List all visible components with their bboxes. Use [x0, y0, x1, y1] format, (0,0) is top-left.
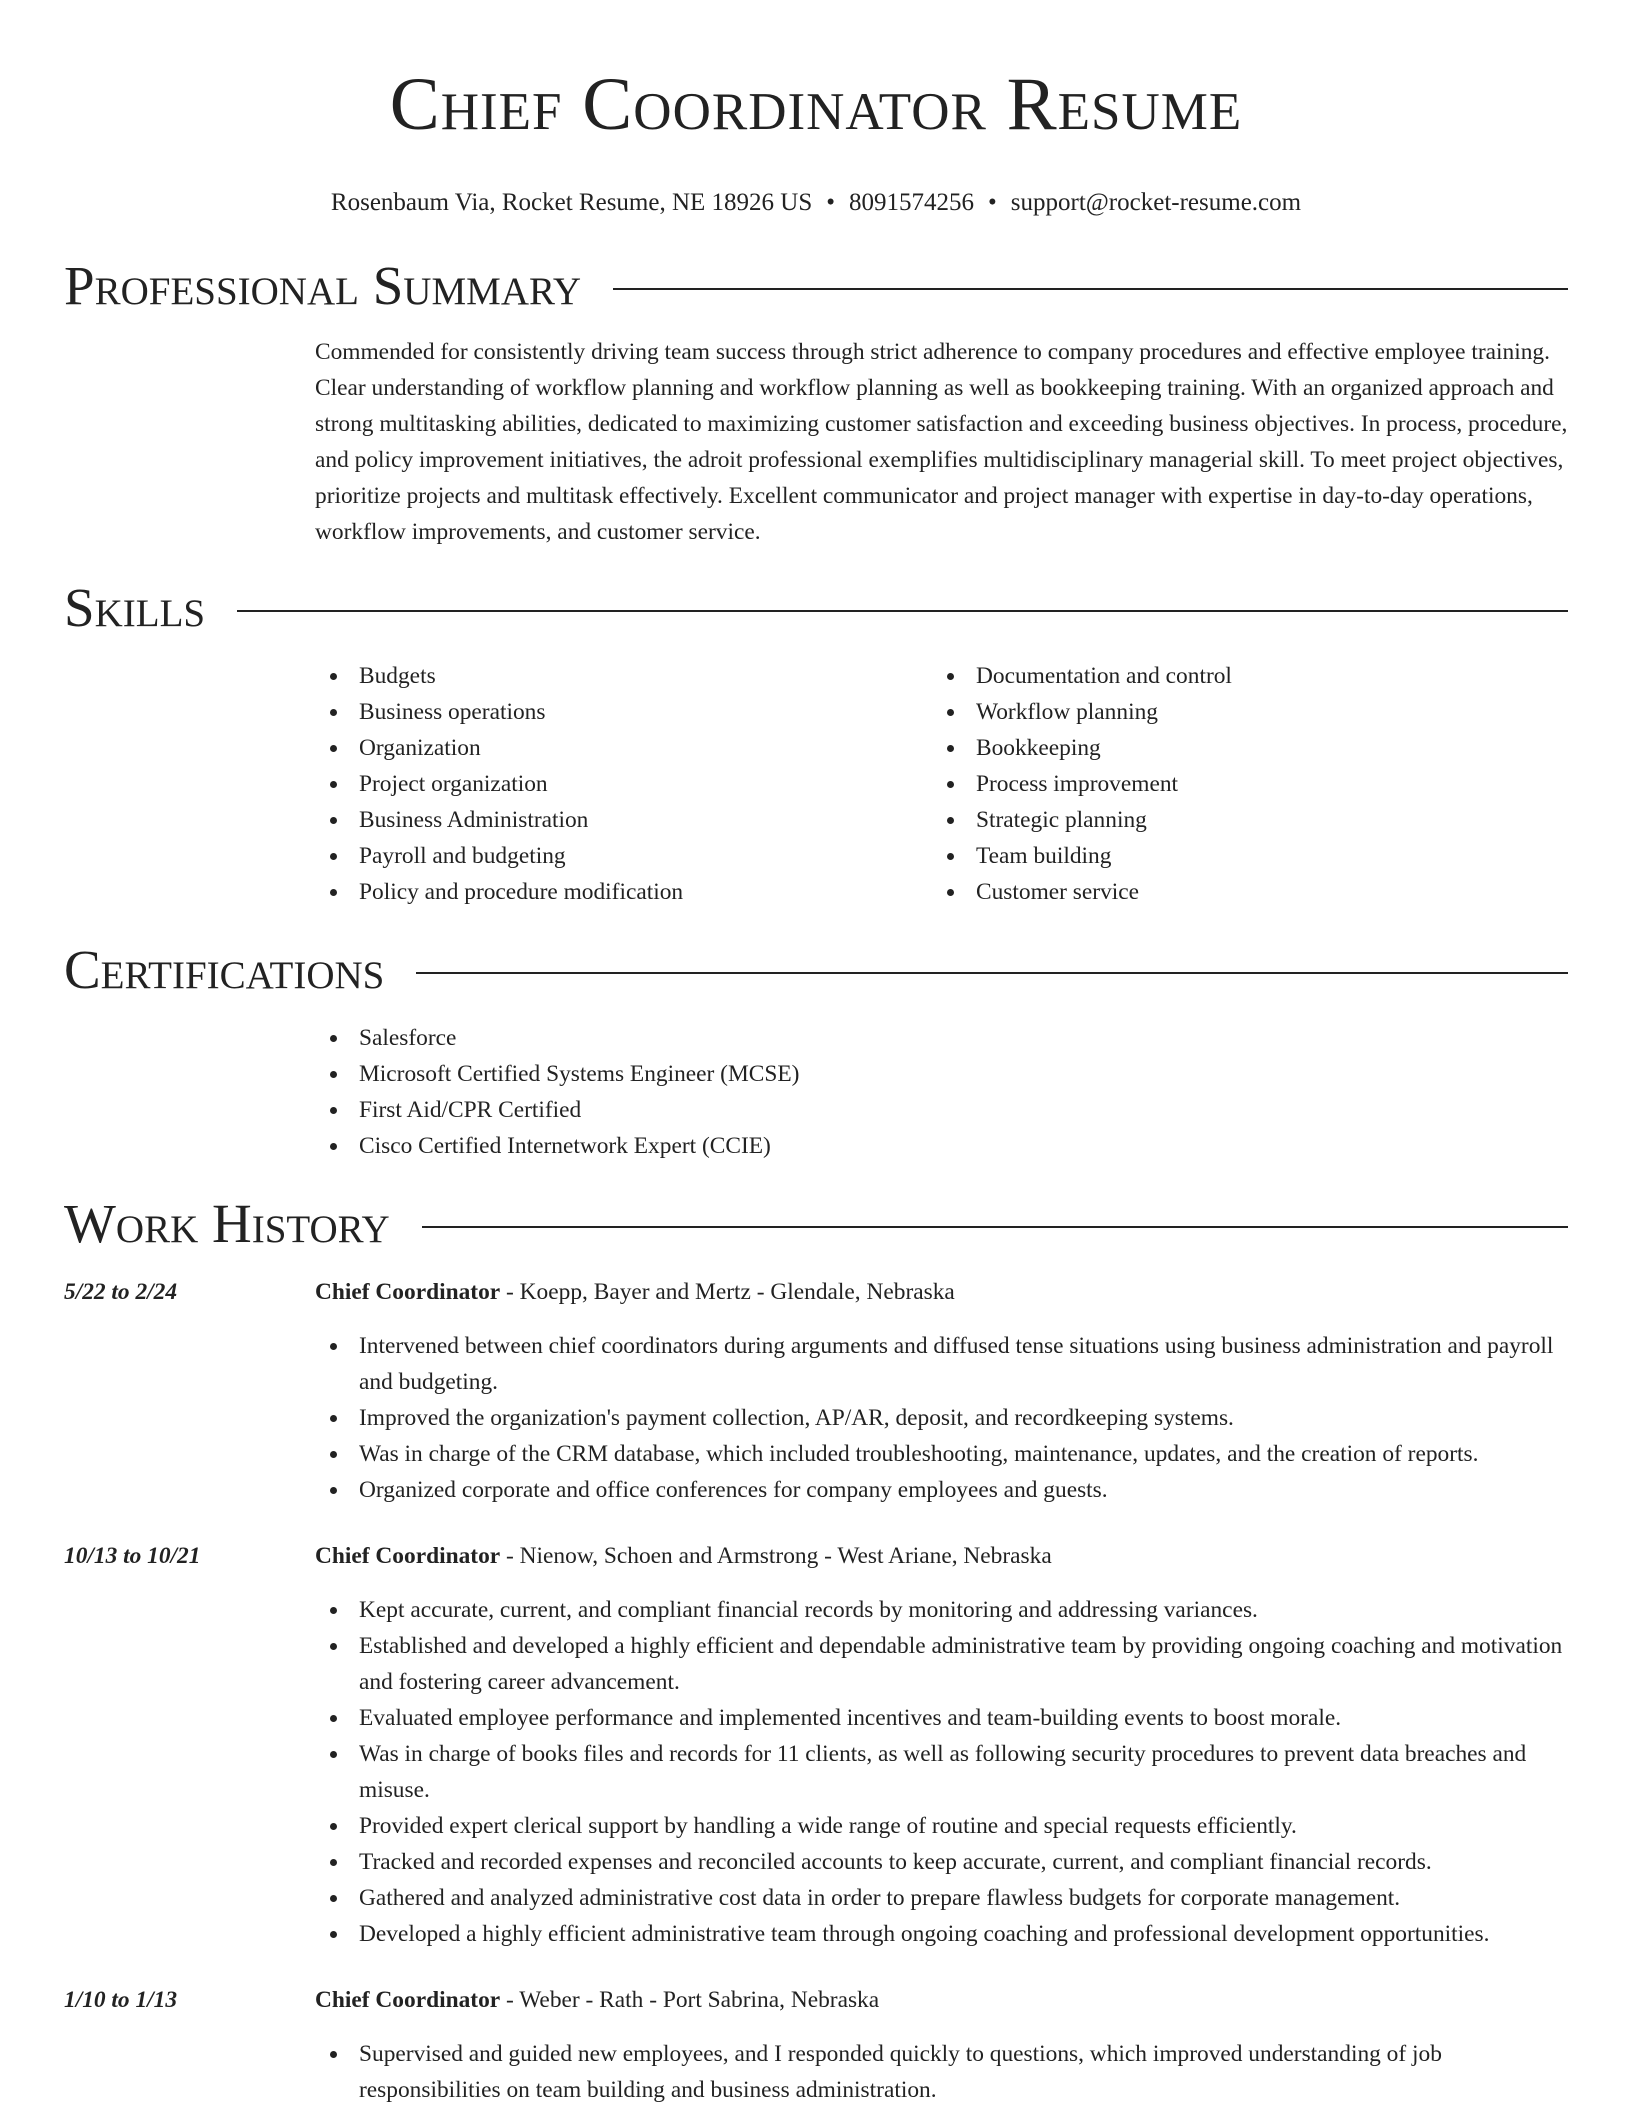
- job-bullet-text: Organized corporate and office conferences for company employees and guests.: [359, 1477, 1108, 1503]
- job-bullet-text: Provided expert clerical support by handling a wide range of routine and special requests efficiently.: [359, 1813, 1297, 1839]
- job-bullet: [315, 1628, 1568, 1700]
- contact-line: [64, 186, 1568, 220]
- job-body: [315, 1274, 1568, 1508]
- bullet-dot-icon: [330, 889, 337, 896]
- bullet-dot-icon: [947, 781, 954, 788]
- skill-item-text: Workflow planning: [976, 699, 1158, 725]
- contact-separator: •: [988, 189, 997, 216]
- skill-item: [932, 658, 1549, 694]
- job-bullet-text: Evaluated employee performance and implemented incentives and team-building events to boost morale.: [359, 1705, 1342, 1731]
- bullet-dot-icon: [330, 1859, 337, 1866]
- skill-item: [315, 694, 932, 730]
- job-dates: 5/22 to 2/24: [64, 1279, 178, 1305]
- skill-item-text: Documentation and control: [976, 663, 1232, 689]
- bullet-dot-icon: [947, 889, 954, 896]
- job-bullet: [315, 2036, 1568, 2108]
- work-history-heading: Work History: [64, 1193, 390, 1254]
- job-bullet: [315, 1700, 1568, 1736]
- job-heading: [315, 1538, 1568, 1574]
- bullet-dot-icon: [330, 1035, 337, 1042]
- bullet-dot-icon: [330, 745, 337, 752]
- job-bullet-text: Tracked and recorded expenses and reconciled accounts to keep accurate, current, and compliant financial records.: [359, 1849, 1432, 1875]
- skills-heading: Skills: [64, 577, 206, 638]
- bullet-dot-icon: [330, 1415, 337, 1422]
- job-role: Chief Coordinator: [315, 1987, 501, 2013]
- certifications-heading: Certifications: [64, 939, 385, 1000]
- skill-item-text: Team building: [976, 843, 1112, 869]
- bullet-dot-icon: [330, 1823, 337, 1830]
- job-bullet-text: Kept accurate, current, and compliant financial records by monitoring and addressing variances.: [359, 1597, 1258, 1623]
- bullet-dot-icon: [330, 709, 337, 716]
- bullet-dot-icon: [947, 817, 954, 824]
- work-history-section-header: [64, 1192, 1568, 1256]
- work-history-list: [64, 1274, 1568, 2108]
- certification-item: [315, 1128, 1568, 1164]
- job-bullet: [315, 1916, 1568, 1952]
- job-role: Chief Coordinator: [315, 1279, 501, 1305]
- bullet-dot-icon: [330, 1715, 337, 1722]
- job-bullet: [315, 1400, 1568, 1436]
- bullet-dot-icon: [330, 1487, 337, 1494]
- bullet-dot-icon: [947, 745, 954, 752]
- certification-item-text: First Aid/CPR Certified: [359, 1097, 582, 1123]
- bullet-dot-icon: [330, 1071, 337, 1078]
- bullet-dot-icon: [330, 853, 337, 860]
- job-bullet: [315, 1808, 1568, 1844]
- skill-item-text: Policy and procedure modification: [359, 879, 684, 905]
- skill-item: [315, 658, 932, 694]
- job-bullet-text: Established and developed a highly efficient and dependable administrative team by providing ongoing coaching and motivation and fostering career advancement.: [359, 1633, 1563, 1695]
- job-entry: [64, 1274, 1568, 1508]
- summary-text: Commended for consistently driving team success through strict adherence to company procedures and effective employee training. Clear understanding of workflow planning and workflow planning as well as bookkeeping training. With an organized approach and strong multitasking abilities, dedicated to maximizing customer satisfaction and exceeding business objectives. In process, procedure, and policy improvement initiatives, the adroit professional exemplifies multidisciplinary managerial skill. To meet project objectives, prioritize projects and multitask effectively. Excellent communicator and project manager with expertise in day-to-day operations, workflow improvements, and customer service.: [315, 339, 1568, 545]
- job-bullet-text: Supervised and guided new employees, and I responded quickly to questions, which improved understanding of job responsibilities on team building and business administration.: [359, 2041, 1442, 2103]
- bullet-dot-icon: [330, 1751, 337, 1758]
- job-responsibilities: [315, 2036, 1568, 2108]
- skill-item: [315, 766, 932, 802]
- job-bullet-text: Was in charge of books files and records for 11 clients, as well as following security procedures to prevent data breaches and misuse.: [359, 1741, 1527, 1803]
- bullet-dot-icon: [330, 1451, 337, 1458]
- job-responsibilities: [315, 1592, 1568, 1952]
- skill-item: [932, 730, 1549, 766]
- bullet-dot-icon: [330, 1343, 337, 1350]
- job-company-location: - Nienow, Schoen and Armstrong - West Ariane, Nebraska: [500, 1543, 1052, 1569]
- bullet-dot-icon: [330, 1895, 337, 1902]
- job-entry: [64, 1538, 1568, 1952]
- job-heading: [315, 1274, 1568, 1310]
- job-body: [315, 1982, 1568, 2108]
- job-bullet-text: Gathered and analyzed administrative cost data in order to prepare flawless budgets for corporate management.: [359, 1885, 1401, 1911]
- skills-column-left: [315, 658, 932, 910]
- summary-section-header: [64, 254, 1568, 318]
- job-responsibilities: [315, 1328, 1568, 1508]
- skill-item-text: Project organization: [359, 771, 548, 797]
- section-divider: [613, 288, 1568, 290]
- job-bullet-text: Improved the organization's payment collection, AP/AR, deposit, and recordkeeping systems.: [359, 1405, 1234, 1431]
- skill-item-text: Organization: [359, 735, 481, 761]
- job-company-location: - Weber - Rath - Port Sabrina, Nebraska: [500, 1987, 880, 2013]
- job-bullet: [315, 1880, 1568, 1916]
- certification-item-text: Cisco Certified Internetwork Expert (CCIE): [359, 1133, 771, 1159]
- bullet-dot-icon: [947, 709, 954, 716]
- bullet-dot-icon: [947, 853, 954, 860]
- bullet-dot-icon: [947, 673, 954, 680]
- skill-item: [932, 802, 1549, 838]
- skills-section-header: [64, 576, 1568, 640]
- job-bullet-text: Intervened between chief coordinators during arguments and diffused tense situations using business administration and payroll and budgeting.: [359, 1333, 1554, 1395]
- skill-item-text: Business Administration: [359, 807, 589, 833]
- skill-item-text: Strategic planning: [976, 807, 1147, 833]
- job-dates: 1/10 to 1/13: [64, 1987, 178, 2013]
- job-bullet: [315, 1472, 1568, 1508]
- job-bullet: [315, 1328, 1568, 1400]
- summary-heading: Professional Summary: [64, 255, 582, 316]
- job-dates: 10/13 to 10/21: [64, 1543, 201, 1569]
- skill-item-text: Business operations: [359, 699, 546, 725]
- job-body: [315, 1538, 1568, 1952]
- skills-column-right: [932, 658, 1549, 910]
- job-bullet-text: Developed a highly efficient administrative team through ongoing coaching and professional development opportunities.: [359, 1921, 1490, 1947]
- bullet-dot-icon: [330, 1643, 337, 1650]
- skill-item: [932, 838, 1549, 874]
- skill-item-text: Payroll and budgeting: [359, 843, 566, 869]
- skill-item: [315, 838, 932, 874]
- skill-item-text: Budgets: [359, 663, 436, 689]
- job-heading: [315, 1982, 1568, 2018]
- bullet-dot-icon: [330, 1931, 337, 1938]
- job-bullet: [315, 1592, 1568, 1628]
- resume-title: Chief Coordinator Resume: [389, 63, 1243, 146]
- bullet-dot-icon: [330, 781, 337, 788]
- skill-item: [932, 694, 1549, 730]
- job-entry: [64, 1982, 1568, 2108]
- skill-item: [315, 730, 932, 766]
- job-bullet: [315, 1736, 1568, 1808]
- skill-item-text: Customer service: [976, 879, 1140, 905]
- bullet-dot-icon: [330, 1607, 337, 1614]
- contact-separator: •: [826, 189, 836, 216]
- skill-item-text: Bookkeeping: [976, 735, 1101, 761]
- bullet-dot-icon: [330, 1107, 337, 1114]
- contact-phone: 8091574256: [849, 189, 975, 216]
- skills-list: [315, 658, 1568, 910]
- skill-item: [932, 766, 1549, 802]
- job-company-location: - Koepp, Bayer and Mertz - Glendale, Nebraska: [500, 1279, 955, 1305]
- job-role: Chief Coordinator: [315, 1543, 501, 1569]
- bullet-dot-icon: [330, 2051, 337, 2058]
- certification-item: [315, 1020, 1568, 1056]
- job-bullet: [315, 1436, 1568, 1472]
- certification-item-text: Salesforce: [359, 1025, 457, 1051]
- section-divider: [237, 610, 1568, 612]
- skill-item: [315, 802, 932, 838]
- certification-item-text: Microsoft Certified Systems Engineer (MCSE): [359, 1061, 800, 1087]
- contact-email: support@rocket-resume.com: [1010, 189, 1302, 216]
- certifications-section-header: [64, 938, 1568, 1002]
- bullet-dot-icon: [330, 673, 337, 680]
- skill-item: [315, 874, 932, 910]
- bullet-dot-icon: [330, 1143, 337, 1150]
- skill-item: [932, 874, 1549, 910]
- skill-item-text: Process improvement: [976, 771, 1179, 797]
- job-bullet: [315, 1844, 1568, 1880]
- job-bullet-text: Was in charge of the CRM database, which included troubleshooting, maintenance, updates, and the creation of reports.: [359, 1441, 1479, 1467]
- section-divider: [422, 1226, 1568, 1228]
- certifications-list: [315, 1020, 1568, 1164]
- section-divider: [416, 972, 1568, 974]
- bullet-dot-icon: [330, 817, 337, 824]
- contact-address: Rosenbaum Via, Rocket Resume, NE 18926 US: [330, 189, 813, 216]
- certification-item: [315, 1056, 1568, 1092]
- certification-item: [315, 1092, 1568, 1128]
